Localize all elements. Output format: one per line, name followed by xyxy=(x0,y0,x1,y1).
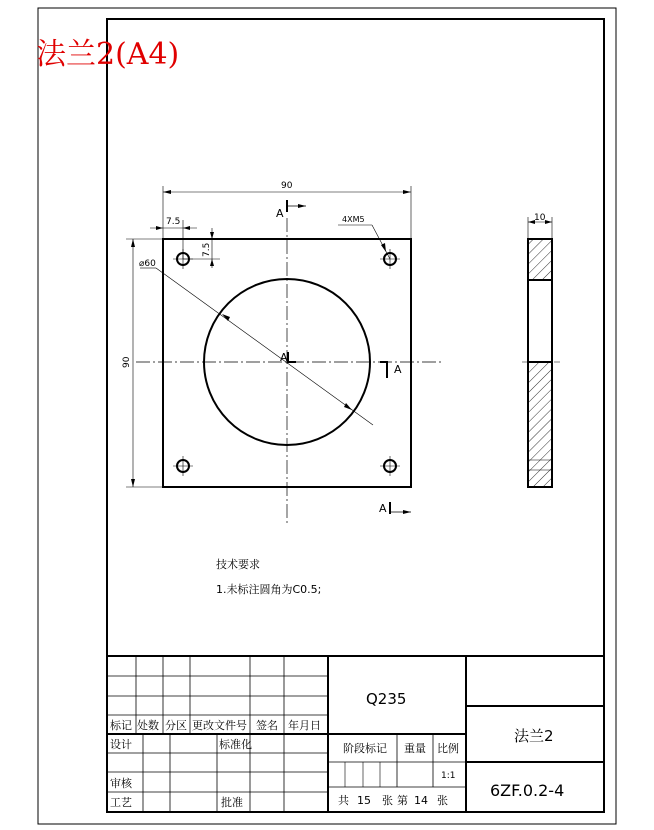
notes-heading: 技术要求 xyxy=(216,558,260,571)
hdr-date: 年月日 xyxy=(288,719,321,732)
bolt-hole-bottom-right xyxy=(380,456,400,476)
scale-value: 1:1 xyxy=(441,771,456,781)
drawing-number: 6ZF.0.2-4 xyxy=(490,781,565,800)
scale-label: 比例 xyxy=(437,742,459,755)
sheets-current: 14 xyxy=(414,794,428,807)
section-marker-center xyxy=(280,351,296,364)
section-marker-bottom xyxy=(379,502,411,515)
section-label-center: A xyxy=(280,351,288,364)
hdr-sign: 签名 xyxy=(256,719,278,732)
material: Q235 xyxy=(366,690,407,708)
sheet-title: 法兰2(A4) xyxy=(36,37,180,72)
dim-thickness-label: 10 xyxy=(534,213,546,223)
side-section-view xyxy=(522,213,560,487)
dim-width-label: 90 xyxy=(281,181,293,191)
dim-height xyxy=(122,239,163,487)
sheets-unit: 张 xyxy=(382,794,393,807)
role-process: 工艺 xyxy=(110,796,132,809)
dim-height-label: 90 xyxy=(122,356,132,368)
dim-hole-offset-y-label: 7.5 xyxy=(202,242,212,257)
stage-label: 阶段标记 xyxy=(343,742,387,755)
hdr-count: 处数 xyxy=(137,719,159,732)
hdr-doc-no: 更改文件号 xyxy=(192,719,247,732)
sheets-current-prefix: 第 xyxy=(397,794,408,807)
dim-holes xyxy=(338,215,390,259)
section-label-right: A xyxy=(394,363,402,376)
dim-hole-offset-x-label: 7.5 xyxy=(166,217,181,227)
dim-holes-label: 4XM5 xyxy=(342,215,365,224)
sheets-current-unit: 张 xyxy=(437,794,448,807)
dim-bore-diameter-label: ⌀60 xyxy=(139,259,156,269)
role-review: 审核 xyxy=(110,777,132,790)
hdr-mark: 标记 xyxy=(110,719,132,732)
section-marker-top xyxy=(276,200,306,220)
bolt-hole-bottom-left xyxy=(173,456,193,476)
front-view xyxy=(122,181,444,525)
part-name: 法兰2 xyxy=(514,727,554,745)
section-marker-right xyxy=(380,362,402,378)
role-standard: 标准化 xyxy=(219,738,252,751)
weight-label: 重量 xyxy=(404,742,426,755)
dim-bore-diameter xyxy=(139,259,373,425)
section-label-bottom: A xyxy=(379,502,387,515)
sheets-total-prefix: 共 xyxy=(338,794,349,807)
role-approve: 批准 xyxy=(221,796,243,809)
notes-item-1: 1.未标注圆角为C0.5; xyxy=(216,583,322,596)
hdr-zone: 分区 xyxy=(165,719,187,732)
title-block-text xyxy=(110,690,564,809)
sheets-total: 15 xyxy=(357,794,371,807)
role-design: 设计 xyxy=(110,738,132,751)
section-label-top: A xyxy=(276,207,284,220)
